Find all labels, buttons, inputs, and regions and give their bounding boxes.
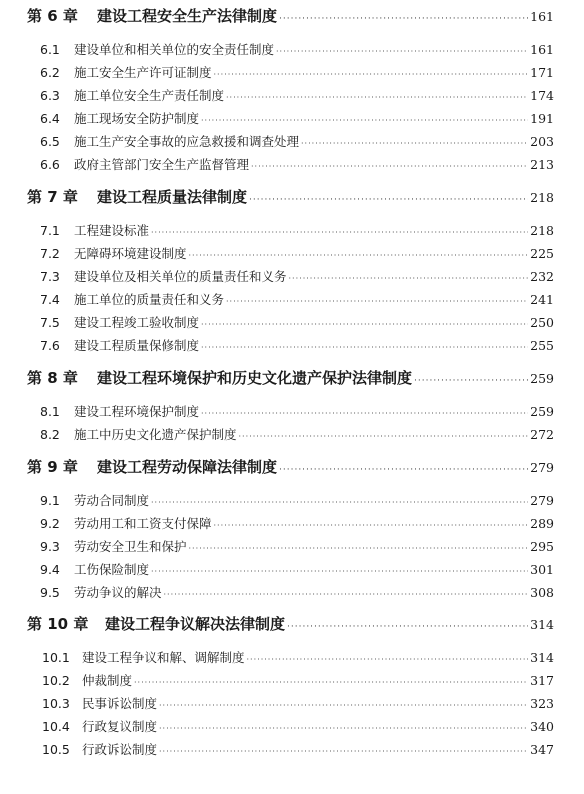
page-number: 279 [530, 460, 554, 475]
section-entry[interactable] [42, 694, 554, 712]
page-number: 295 [530, 539, 554, 554]
dot-leader [201, 343, 528, 352]
page-number: 191 [530, 111, 554, 126]
section-title: 施工现场安全防护制度 [74, 111, 200, 126]
page-number: 161 [530, 9, 554, 24]
section-number: 6.3 [40, 88, 60, 103]
page-number: 314 [530, 617, 554, 632]
dot-leader [239, 432, 529, 441]
section-number: 7.3 [40, 269, 60, 284]
chapter-number: 第 8 章 [27, 369, 78, 387]
chapter-heading[interactable] [27, 613, 554, 635]
section-title: 工程建设标准 [74, 223, 150, 238]
section-entry[interactable] [42, 671, 554, 689]
dot-leader [189, 544, 529, 553]
section-number: 10.3 [42, 696, 70, 711]
section-number: 9.3 [40, 539, 60, 554]
chapter-heading[interactable] [27, 456, 554, 478]
section-entry[interactable] [40, 155, 554, 173]
dot-leader [279, 14, 528, 24]
chapter-title: 建设工程质量法律制度 [97, 188, 248, 206]
section-entry[interactable] [40, 491, 554, 509]
section-title: 劳动争议的解决 [74, 585, 162, 600]
section-number: 10.5 [42, 742, 70, 757]
section-title: 仲裁制度 [82, 673, 133, 688]
section-entry[interactable] [40, 86, 554, 104]
dot-leader [189, 251, 529, 260]
section-title: 工伤保险制度 [74, 562, 150, 577]
section-entry[interactable] [40, 132, 554, 150]
page-number: 301 [530, 562, 554, 577]
section-entry[interactable] [40, 290, 554, 308]
section-title: 施工中历史文化遗产保护制度 [74, 427, 237, 442]
section-title: 无障碍环境建设制度 [74, 246, 187, 261]
page-number: 225 [530, 246, 554, 261]
chapter-number: 第 7 章 [27, 188, 78, 206]
section-title: 施工生产安全事故的应急救援和调查处理 [74, 134, 300, 149]
page-number: 171 [530, 65, 554, 80]
section-number: 7.2 [40, 246, 60, 261]
dot-leader [289, 274, 529, 283]
section-title: 施工安全生产许可证制度 [74, 65, 212, 80]
page-number: 289 [530, 516, 554, 531]
dot-leader [226, 297, 528, 306]
dot-leader [251, 162, 528, 171]
dot-leader [151, 498, 528, 507]
chapter-heading[interactable] [27, 5, 554, 27]
dot-leader [214, 521, 529, 530]
section-number: 10.4 [42, 719, 70, 734]
page-number: 218 [530, 223, 554, 238]
page-number: 347 [530, 742, 554, 757]
page-number: 250 [530, 315, 554, 330]
section-title: 建设单位和相关单位的安全责任制度 [74, 42, 275, 57]
section-number: 6.2 [40, 65, 60, 80]
page-number: 232 [530, 269, 554, 284]
section-entry[interactable] [40, 402, 554, 420]
section-entry[interactable] [40, 244, 554, 262]
section-title: 建设工程质量保修制度 [74, 338, 200, 353]
section-title: 建设工程争议和解、调解制度 [82, 650, 245, 665]
dot-leader [287, 622, 528, 632]
section-entry[interactable] [40, 583, 554, 601]
section-number: 6.4 [40, 111, 60, 126]
dot-leader [159, 701, 528, 710]
dot-leader [159, 724, 528, 733]
section-entry[interactable] [40, 221, 554, 239]
section-title: 政府主管部门安全生产监督管理 [74, 157, 250, 172]
page-number: 308 [530, 585, 554, 600]
section-title: 劳动合同制度 [74, 493, 150, 508]
page-number: 317 [530, 673, 554, 688]
section-title: 施工单位安全生产责任制度 [74, 88, 225, 103]
page-number: 218 [530, 190, 554, 205]
dot-leader [414, 376, 528, 386]
chapter-number: 第 10 章 [27, 615, 89, 633]
page-number: 203 [530, 134, 554, 149]
section-entry[interactable] [40, 560, 554, 578]
section-title: 建设工程环境保护制度 [74, 404, 200, 419]
section-number: 7.6 [40, 338, 60, 353]
section-number: 8.1 [40, 404, 60, 419]
section-entry[interactable] [40, 425, 554, 443]
page-number: 174 [530, 88, 554, 103]
section-number: 7.1 [40, 223, 60, 238]
dot-leader [201, 320, 528, 329]
page-number: 255 [530, 338, 554, 353]
section-number: 8.2 [40, 427, 60, 442]
section-number: 9.2 [40, 516, 60, 531]
chapter-number: 第 9 章 [27, 458, 78, 476]
page-number: 161 [530, 42, 554, 57]
page-number: 259 [530, 404, 554, 419]
dot-leader [159, 747, 528, 756]
dot-leader [151, 567, 528, 576]
section-entry[interactable] [42, 648, 554, 666]
dot-leader [151, 228, 528, 237]
chapter-title: 建设工程劳动保障法律制度 [97, 458, 278, 476]
chapter-heading[interactable] [27, 367, 554, 389]
page-number: 241 [530, 292, 554, 307]
section-entry[interactable] [40, 514, 554, 532]
dot-leader [134, 678, 528, 687]
section-entry[interactable] [40, 267, 554, 285]
section-entry[interactable] [40, 63, 554, 81]
chapter-heading[interactable] [27, 186, 554, 208]
page-number: 279 [530, 493, 554, 508]
chapter-title: 建设工程安全生产法律制度 [97, 7, 278, 25]
section-entry[interactable] [42, 717, 554, 735]
dot-leader [279, 465, 528, 475]
dot-leader [214, 70, 529, 79]
section-number: 9.5 [40, 585, 60, 600]
section-title: 行政诉讼制度 [82, 742, 158, 757]
section-title: 劳动安全卫生和保护 [74, 539, 187, 554]
section-entry[interactable] [40, 537, 554, 555]
dot-leader [201, 116, 528, 125]
page-number: 323 [530, 696, 554, 711]
page-number: 259 [530, 371, 554, 386]
section-entry[interactable] [40, 313, 554, 331]
page-number: 272 [530, 427, 554, 442]
section-number: 6.5 [40, 134, 60, 149]
section-number: 9.4 [40, 562, 60, 577]
section-number: 9.1 [40, 493, 60, 508]
dot-leader [226, 93, 528, 102]
section-title: 劳动用工和工资支付保障 [74, 516, 212, 531]
section-number: 7.5 [40, 315, 60, 330]
section-title: 施工单位的质量责任和义务 [74, 292, 225, 307]
section-number: 7.4 [40, 292, 60, 307]
page-number: 213 [530, 157, 554, 172]
section-number: 6.1 [40, 42, 60, 57]
section-title: 建设单位及相关单位的质量责任和义务 [74, 269, 287, 284]
chapter-title: 建设工程争议解决法律制度 [105, 615, 286, 633]
dot-leader [301, 139, 528, 148]
section-title: 民事诉讼制度 [82, 696, 158, 711]
section-number: 6.6 [40, 157, 60, 172]
section-title: 建设工程竣工验收制度 [74, 315, 200, 330]
dot-leader [201, 409, 528, 418]
section-number: 10.2 [42, 673, 70, 688]
dot-leader [276, 47, 528, 56]
dot-leader [164, 590, 529, 599]
section-number: 10.1 [42, 650, 70, 665]
section-entry[interactable] [40, 109, 554, 127]
dot-leader [249, 195, 528, 205]
section-title: 行政复议制度 [82, 719, 158, 734]
chapter-number: 第 6 章 [27, 7, 78, 25]
dot-leader [247, 655, 529, 664]
chapter-title: 建设工程环境保护和历史文化遗产保护法律制度 [97, 369, 413, 387]
section-entry[interactable] [42, 740, 554, 758]
page-number: 314 [530, 650, 554, 665]
section-entry[interactable] [40, 336, 554, 354]
page-number: 340 [530, 719, 554, 734]
section-entry[interactable] [40, 40, 554, 58]
